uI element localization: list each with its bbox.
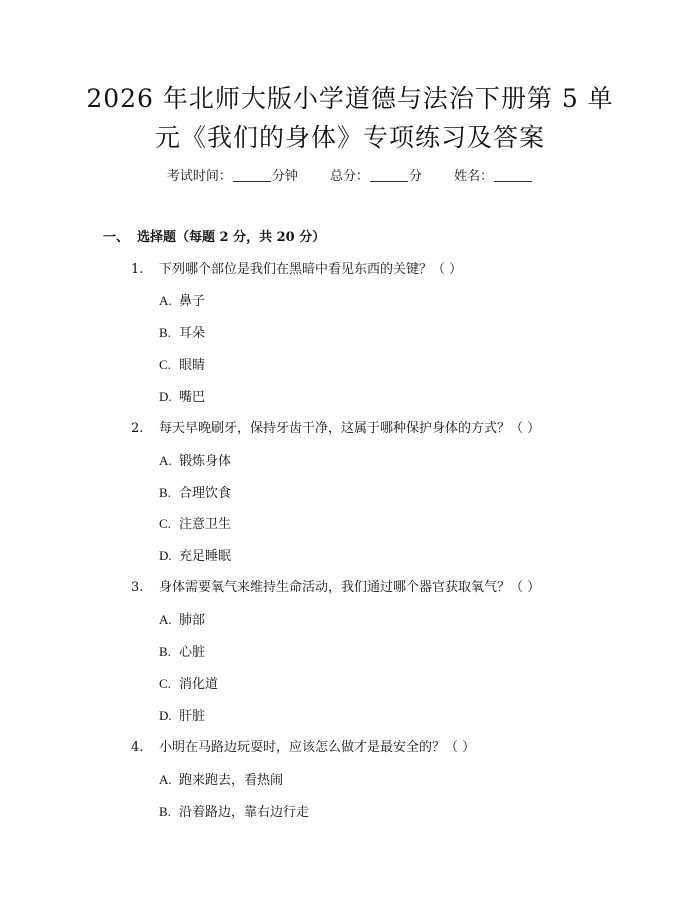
question-2-option-d bbox=[159, 546, 231, 567]
option-letter: B. bbox=[159, 644, 171, 659]
total-score-unit: 分 bbox=[409, 169, 423, 184]
option-letter: A. bbox=[159, 772, 172, 787]
option-text: 沿着路边，靠右边行走 bbox=[179, 805, 310, 820]
option-text: 嘴巴 bbox=[179, 390, 206, 405]
total-score-field bbox=[330, 166, 422, 188]
question-3-option-b bbox=[159, 642, 205, 663]
exam-time-field bbox=[167, 166, 298, 188]
question-1-option-d bbox=[159, 387, 205, 408]
question-1-option-c bbox=[159, 355, 205, 376]
question-4-option-a bbox=[159, 770, 283, 791]
option-letter: B. bbox=[159, 325, 171, 340]
section-title: 选择题（每题 2 分，共 20 分） bbox=[137, 230, 326, 245]
exam-time-label: 考试时间： bbox=[166, 169, 232, 184]
question-4-option-b bbox=[159, 802, 309, 823]
option-text: 眼睛 bbox=[179, 358, 206, 373]
question-number: 2. bbox=[131, 421, 144, 436]
option-text: 心脏 bbox=[179, 645, 206, 660]
option-letter: C. bbox=[159, 357, 171, 372]
question-1 bbox=[131, 260, 462, 280]
option-letter: B. bbox=[159, 804, 171, 819]
question-1-option-b bbox=[159, 323, 205, 344]
option-text: 耳朵 bbox=[179, 326, 206, 341]
option-text: 消化道 bbox=[179, 677, 219, 692]
question-4 bbox=[131, 738, 475, 758]
option-letter: A. bbox=[159, 293, 172, 308]
question-text: 下列哪个部位是我们在黑暗中看见东西的关键？（ ） bbox=[159, 262, 463, 277]
question-text: 身体需要氧气来维持生命活动，我们通过哪个器官获取氧气？（ ） bbox=[159, 580, 541, 595]
option-letter: D. bbox=[159, 548, 172, 563]
question-text: 小明在马路边玩耍时，应该怎么做才是最安全的？（ ） bbox=[159, 740, 476, 755]
option-text: 注意卫生 bbox=[179, 517, 232, 532]
total-score-blank bbox=[370, 167, 408, 182]
option-letter: D. bbox=[159, 389, 172, 404]
question-3-option-a bbox=[159, 610, 205, 631]
question-2-option-b bbox=[159, 483, 231, 504]
question-number: 3. bbox=[131, 580, 144, 595]
option-letter: B. bbox=[159, 485, 171, 500]
option-text: 跑来跑去，看热闹 bbox=[179, 773, 284, 788]
student-name-field bbox=[454, 166, 533, 188]
option-letter: A. bbox=[159, 453, 172, 468]
option-letter: D. bbox=[159, 708, 172, 723]
exam-time-unit: 分钟 bbox=[271, 169, 298, 184]
option-text: 肺部 bbox=[179, 613, 206, 628]
question-text: 每天早晚刷牙，保持牙齿干净，这属于哪种保护身体的方式？（ ） bbox=[159, 421, 541, 436]
student-name-blank bbox=[494, 167, 532, 182]
section-heading bbox=[103, 228, 325, 248]
option-text: 锻炼身体 bbox=[179, 454, 232, 469]
document-title-line-2: 元《我们的身体》专项练习及答案 bbox=[154, 123, 545, 152]
question-3 bbox=[131, 578, 540, 598]
option-text: 充足睡眠 bbox=[179, 549, 232, 564]
document-title-line-1: 2026 年北师大版小学道德与法治下册第 5 单 bbox=[86, 84, 614, 113]
section-number: 一、 bbox=[103, 230, 130, 245]
question-2 bbox=[131, 419, 540, 439]
option-letter: C. bbox=[159, 676, 171, 691]
question-number: 1. bbox=[131, 262, 144, 277]
option-text: 合理饮食 bbox=[179, 486, 232, 501]
student-name-label: 姓名： bbox=[454, 169, 494, 184]
total-score-label: 总分： bbox=[329, 169, 369, 184]
question-3-option-c bbox=[159, 674, 218, 695]
exam-time-blank bbox=[233, 167, 271, 182]
option-text: 肝脏 bbox=[179, 709, 206, 724]
question-number: 4. bbox=[131, 740, 144, 755]
question-2-option-a bbox=[159, 451, 231, 472]
option-text: 鼻子 bbox=[179, 294, 206, 309]
exam-info-row bbox=[0, 166, 700, 188]
question-2-option-c bbox=[159, 514, 231, 535]
option-letter: A. bbox=[159, 612, 172, 627]
question-3-option-d bbox=[159, 706, 205, 727]
option-letter: C. bbox=[159, 516, 171, 531]
question-1-option-a bbox=[159, 291, 205, 312]
